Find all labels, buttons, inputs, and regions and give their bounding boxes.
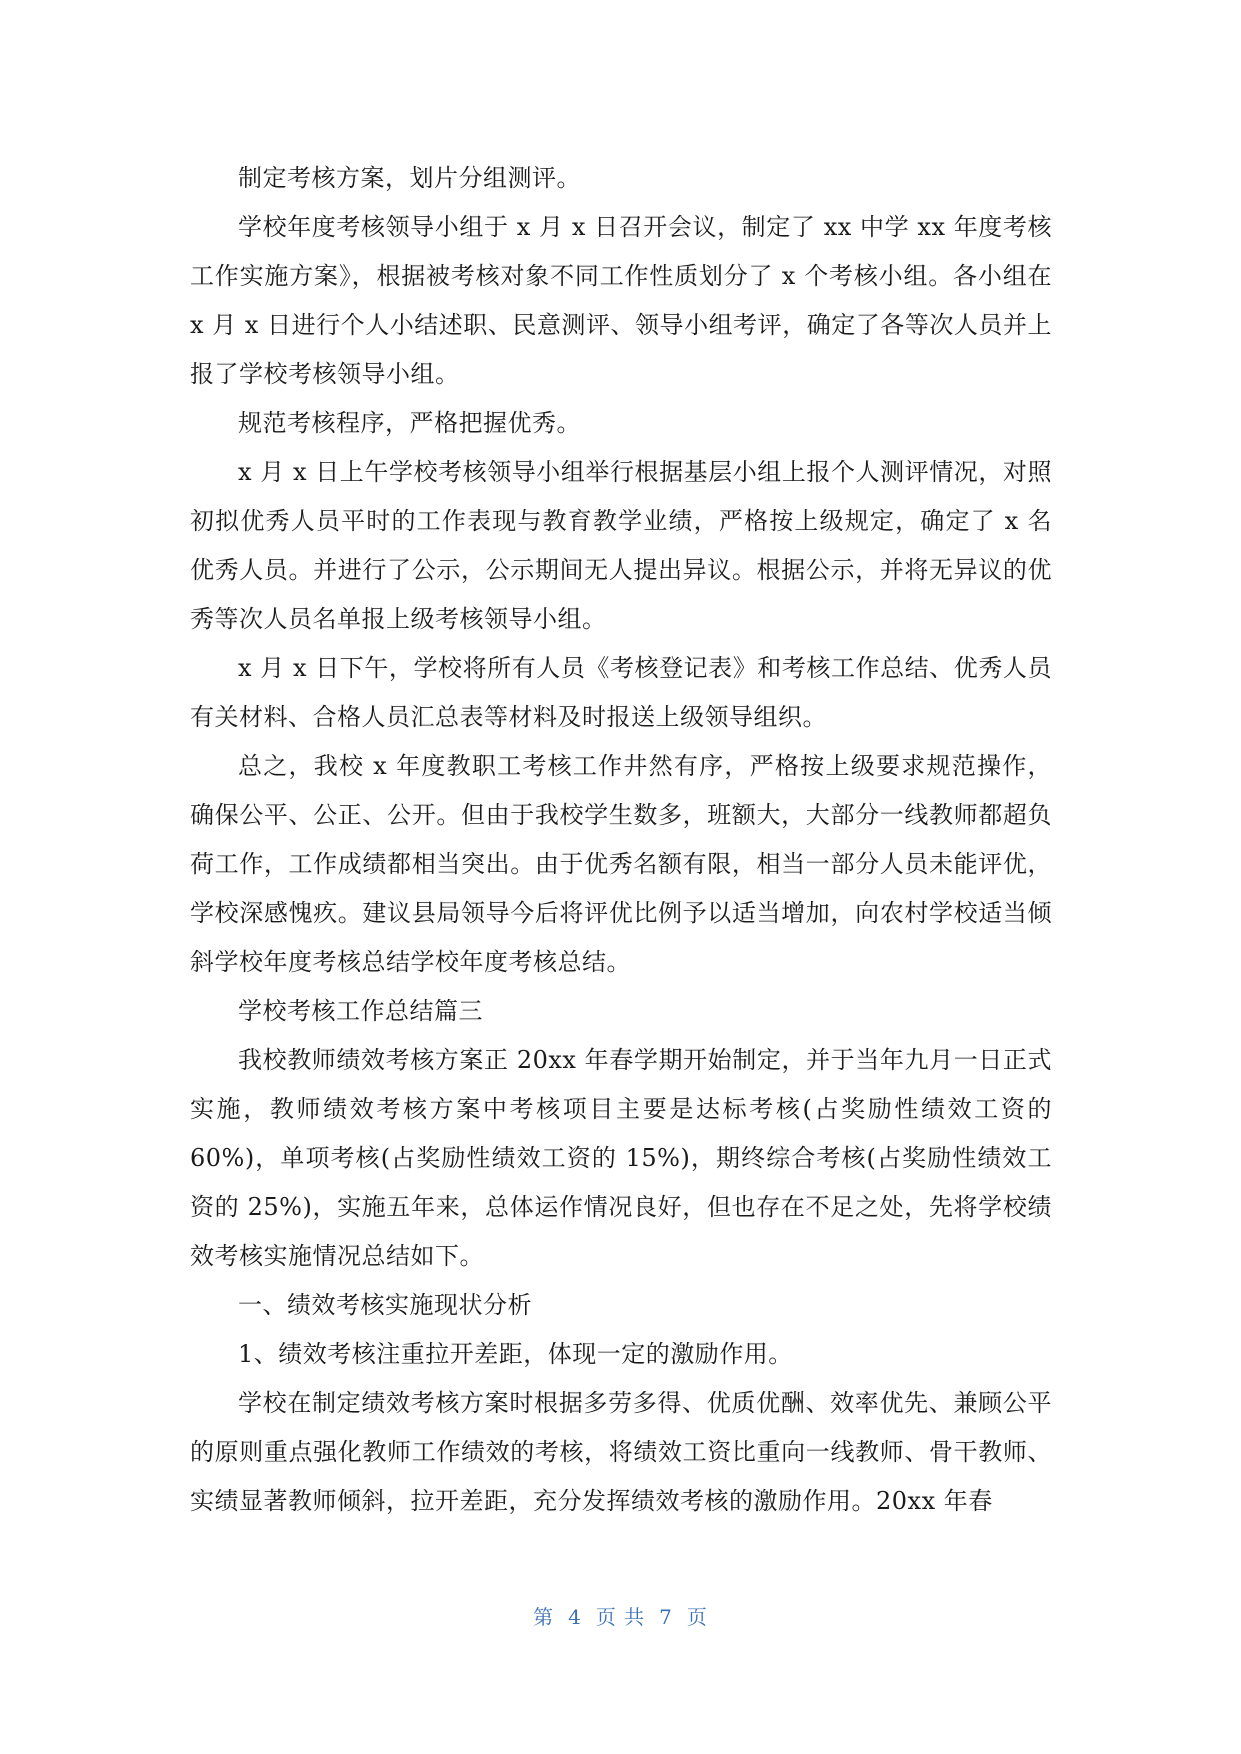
- section-heading: 学校考核工作总结篇三: [238, 997, 483, 1025]
- paragraph: 总之，我校 x 年度教职工考核工作井然有序，严格按上级要求规范操作，确保公平、公正、公开。但由于我校学生数多，班额大，大部分一线教师都超负荷工作，工作成绩都相当突出。由于优秀名额有限，相当一部分人员未能评优，学校深感愧疚。建议县局领导今后将评优比例予以适当增加，向农村学校适当倾斜学校年度考核总结学校年度考核总结。: [190, 752, 1052, 976]
- footer-prefix: 第: [533, 1605, 555, 1629]
- paragraph: x 月 x 日上午学校考核领导小组举行根据基层小组上报个人测评情况，对照初拟优秀人员平时的工作表现与教育教学业绩，严格按上级规定，确定了 x 名优秀人员。并进行了公示，公示期间无人提出异议。根据公示，并将无异议的优秀等次人员名单报上级考核领导小组。: [190, 458, 1052, 633]
- paragraph: 规范考核程序，严格把握优秀。: [238, 409, 581, 437]
- paragraph: 我校教师绩效考核方案正 20xx 年春学期开始制定，并于当年九月一日正式实施，教师绩效考核方案中考核项目主要是达标考核(占奖励性绩效工资的60%)，单项考核(占奖励性绩效工资的 15%)，期终综合考核(占奖励性绩效工资的 25%)，实施五年来，总体运作情况良好，但也存在不足之处，先将学校绩效考核实施情况总结如下。: [190, 1046, 1052, 1270]
- section-heading: 一、绩效考核实施现状分析: [238, 1291, 532, 1319]
- current-page-number: 4: [568, 1605, 582, 1629]
- footer-suffix: 页: [686, 1605, 708, 1629]
- paragraph: 制定考核方案，划片分组测评。: [238, 164, 581, 192]
- page-footer: [0, 1601, 1241, 1630]
- paragraph: 学校在制定绩效考核方案时根据多劳多得、优质优酬、效率优先、兼顾公平的原则重点强化教师工作绩效的考核，将绩效工资比重向一线教师、骨干教师、实绩显著教师倾斜，拉开差距，充分发挥绩效考核的激励作用。20xx 年春: [190, 1389, 1052, 1515]
- paragraph: x 月 x 日下午，学校将所有人员《考核登记表》和考核工作总结、优秀人员有关材料、合格人员汇总表等材料及时报送上级领导组织。: [190, 654, 1052, 731]
- document-body: [190, 154, 1052, 1526]
- footer-middle: 页 共: [595, 1605, 646, 1629]
- total-pages-number: 7: [659, 1605, 673, 1629]
- subsection-heading: 1、绩效考核注重拉开差距，体现一定的激励作用。: [238, 1340, 793, 1368]
- paragraph: 学校年度考核领导小组于 x 月 x 日召开会议，制定了 xx 中学 xx 年度考核工作实施方案》，根据被考核对象不同工作性质划分了 x 个考核小组。各小组在 x 月 x 日进行个人小结述职、民意测评、领导小组考评，确定了各等次人员并上报了学校考核领导小组。: [190, 213, 1052, 388]
